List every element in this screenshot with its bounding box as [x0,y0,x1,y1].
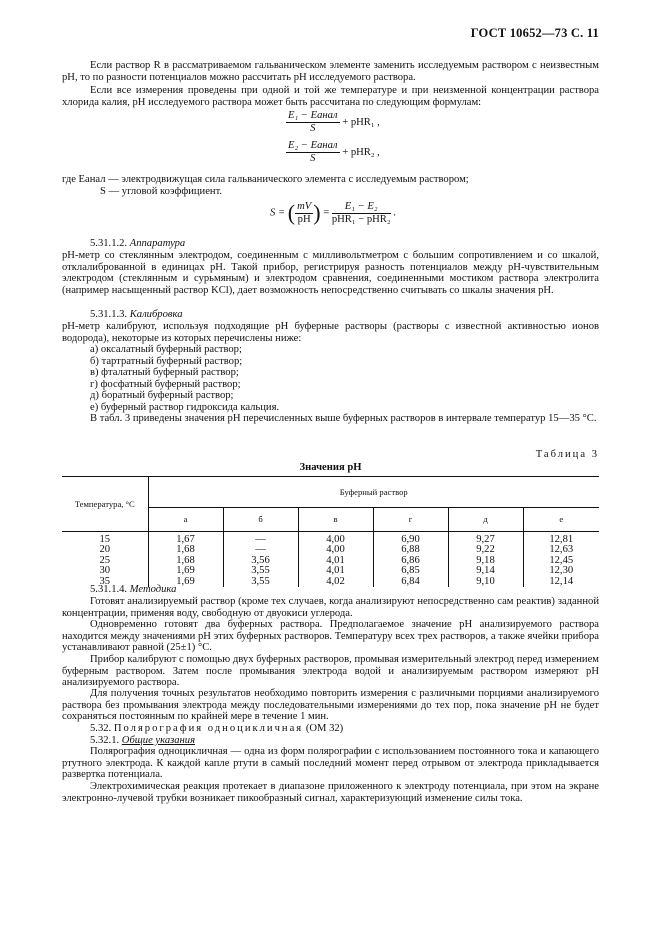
formula-1-tail: + pHR₁ , [342,116,380,128]
column-header-buffer-group: Буферный раствор [339,486,408,497]
section-5-31-1-4-paragraph-4: Для получения точных результатов необходимо повторить измерения с различными порциями анализируемого раствора без промывания электрода между последовательными измерениями до тех пор, пока значение pH не будет сохраняться постоянным по крайней мере в течение 1 мин. [62,688,599,723]
formula-3-tail: . [393,207,396,219]
table-cell: 6,90 [373,535,448,545]
table-cell: 4,01 [298,566,373,576]
section-code: (ОМ 32) [305,723,344,734]
section-5-31-1-4-heading [62,584,599,596]
table-cell: 3,55 [223,577,298,587]
column-header: д [448,508,523,532]
table-cell: 4,00 [298,545,373,555]
table-cell: 1,68 [148,545,223,555]
section-5-32-1-heading [62,735,599,747]
formula-1-denominator: S [310,123,316,134]
table-cell: 12,81 [549,534,574,545]
list-item: г) фосфатный буферный раствор; [90,379,241,390]
formula-3-num2: E₁ − E₂ [332,201,391,214]
formula-3-lhs: S = [270,207,286,219]
table-cell: 20 [62,545,148,555]
formula-1 [286,110,380,135]
column-header: е [523,508,599,532]
formula-3-num1: mV [297,200,312,212]
where-line-1: где Eанал — электродвижущая сила гальванического элемента с исследуемым раствором; [62,174,469,185]
formula-2 [286,140,380,165]
table-cell: 35 [62,577,148,587]
section-5-31-1-2-text: pH-метр со стеклянным электродом, соединенным с милливольтметром с большим сопротивлением и со шкалой, отклалиброванной в единицах pH. Такой прибор, регистрируя разность потенциалов между pH-чувствительным электродом (стеклянным и сурьмяным) и электродом сравнения, соединенными мостиком раствора электролита (например насыщенный раствор KCl), дает возможность непосредственно считывать со шкалы значения pH. [62,250,599,296]
section-number: 5.31.1.2. [90,238,128,249]
table-cell: 12,30 [549,565,574,577]
formula-3-den2: pHR₁ − pHR₂ [331,213,391,225]
list-item: е) буферный раствор гидроксида кальция. [90,402,280,413]
formula-2-numerator: E₂ − Eанал [288,140,338,151]
section-5-31-1-4-paragraph-2: Одновременно готовят два буферных раствора. Предполагаемое значение pH анализируемого раствора находится между значениями pH этих буферных растворов. Температуру всех трех растворов, а также ячейки прибора устанавливают равной (25±1) °С. [62,619,599,654]
section-title: Полярография одноцикличная [113,723,304,734]
table-cell: 12,45 [549,554,574,566]
table-cell: 4,01 [298,556,373,566]
section-title: Калибровка [129,309,183,320]
section-5-31-1-4-paragraph-1: Готовят анализируемый раствор (кроме тех случаев, когда анализируют непосредственно сам реактив) заданной концентрации, применяя воду, свободную от двуокиси углерода. [62,596,599,619]
table-cell: 1,67 [148,535,223,545]
table-title: Значения pH [299,462,362,473]
section-title: Аппаратура [129,238,186,249]
table-cell: 15 [62,535,148,545]
column-header: г [373,508,448,532]
table-cell: 1,69 [148,577,223,587]
table-cell: — [223,535,298,545]
section-title: Общие указания [121,735,196,746]
list-item: д) боратный буферный раствор; [90,390,234,401]
table-cell: 12,14 [549,575,574,587]
section-number: 5.31.1.3. [90,309,128,320]
column-header: в [298,508,373,532]
table-cell: 3,55 [223,566,298,576]
formula-3-eq: = [323,207,330,219]
list-item: б) тартратный буферный раствор; [90,356,243,367]
section-5-31-1-3-text: pH-метр калибруют, используя подходящие pH буферные растворы (растворы с известной активностью ионов водорода), некоторые из которых перечислены ниже: [62,321,599,344]
table-label: Таблица 3 [535,449,599,460]
section-5-32-heading [62,723,599,735]
section-number: 5.32. [90,723,112,734]
section-5-31-1-3-heading [62,309,599,321]
table-cell: 4,00 [298,535,373,545]
formula-2-tail: + pHR₂ , [342,146,380,158]
section-title: Методика [129,584,177,595]
table-cell: 3,56 [223,556,298,566]
section-5-32-1-paragraph-2: Электрохимическая реакция протекает в диапазоне приложенного к электроду потенциала, при этом на экране электронно-лучевой трубки возникает пикообразный сигнал, характеризующий изменение силы тока. [62,781,599,804]
table-cell: 6,88 [373,545,448,555]
table-cell: 9,18 [448,556,523,566]
paragraph-2: Если все измерения проведены при одной и той же температуре и при неизменной концентрации раствора хлорида калия, pH исследуемого раствора может быть рассчитана по следующим формулам: [62,85,599,108]
formula-3: S = ( $\frac{mV}{pH}$ ) = $\frac{\text{E₁ − E₂}}{\text{pHR₁ − pHR₂}}$ . [270,200,396,225]
table-cell: 30 [62,566,148,576]
table-cell: 25 [62,556,148,566]
page-header: ГОСТ 10652—73 С. 11 [470,26,599,40]
table-cell: 9,27 [448,535,523,545]
table-cell: 4,02 [298,577,373,587]
column-header-temperature: Температура, °С [62,477,148,532]
table-cell: 9,10 [448,577,523,587]
table-cell: 1,69 [148,566,223,576]
formula-3-den1: pH [297,213,311,225]
table-cell: 6,85 [373,566,448,576]
column-header: а [148,508,223,532]
section-5-32-1-paragraph-1: Полярография одноцикличная — одна из форм полярографии с использованием постоянного тока и капающего ртутного электрода. К каждой капле ртути в самый последний момент перед отрывом от электрода прикладывается развертка потенциала. [62,746,599,781]
list-item: а) оксалатный буферный раствор; [90,344,242,355]
section-5-31-1-2-heading [62,238,599,250]
section-number: 5.32.1. [90,735,120,746]
table-cell: — [223,545,298,555]
table-cell: 6,86 [373,556,448,566]
where-line-2: S — угловой коэффициент. [100,186,223,197]
section-number: 5.31.1.4. [90,584,128,595]
table-cell: 6,84 [373,577,448,587]
table-cell: 1,68 [148,556,223,566]
formula-2-denominator: S [310,153,316,164]
formula-1-numerator: E₁ − Eанал [288,110,338,121]
list-item: в) фталатный буферный раствор; [90,367,239,378]
table-cell: 9,22 [448,545,523,555]
column-header: б [223,508,298,532]
table-cell: 12,63 [549,544,574,556]
section-5-31-1-4-paragraph-3: Прибор калибруют с помощью двух буферных растворов, промывая измерительный электрод перед измерением буферным раствором. Затем после промывания электрода водой и анализируемым раствором измеряют pH анализируемого раствора. [62,654,599,689]
ph-values-table [62,476,599,587]
table-cell: 9,14 [448,566,523,576]
paragraph-1: Если раствор R в рассматриваемом гальваническом элементе заменить исследуемым раствором с неизвестным pH, то по разности потенциалов можно рассчитать pH исследуемого раствора. [62,60,599,83]
table-reference-paragraph: В табл. 3 приведены значения pH перечисленных выше буферных растворов в интервале температур 15—35 °С. [90,413,597,424]
